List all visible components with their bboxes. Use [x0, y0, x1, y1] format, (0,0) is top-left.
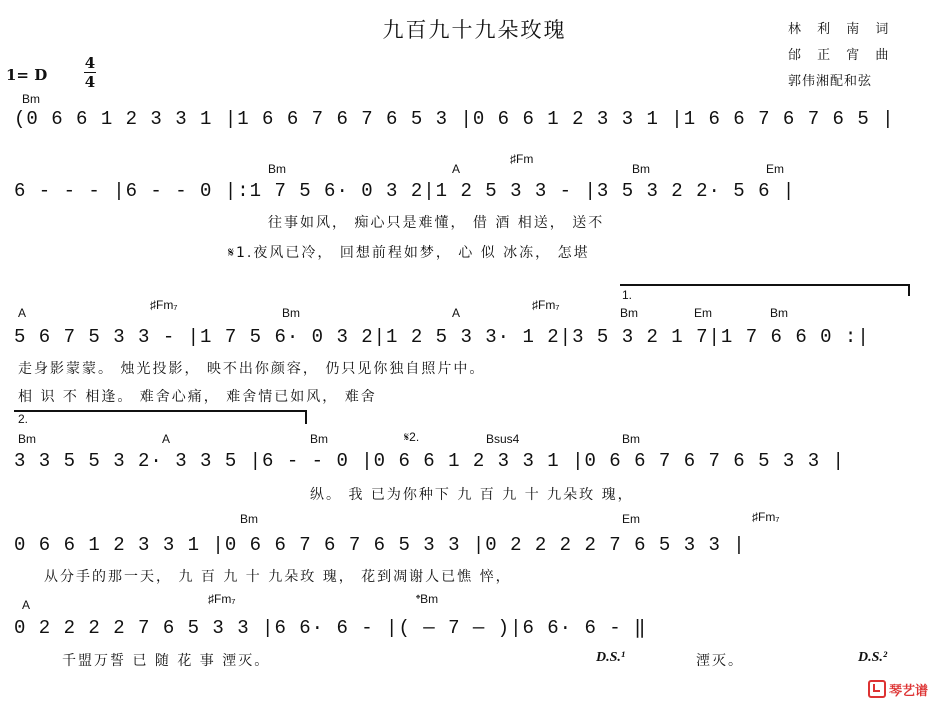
- notation-row-3: 5 6 7 5 3 3 - |1 7 5 6· 0 3 2|1 2 5 3 3· 1 2|3 5 3 2 1 7|1 7 6 6 0 :|: [14, 326, 870, 348]
- chord-label: A: [162, 432, 171, 446]
- song-title: 九百九十九朵玫瑰: [382, 18, 567, 42]
- chord-label: Em: [622, 512, 640, 526]
- chord-label: A: [452, 162, 461, 176]
- volta-label: 1.: [622, 288, 633, 302]
- notation-row-2: 6 - - - |6 - - 0 |:1 7 5 6· 0 3 2|1 2 5 3 3 - |3 5 3 2 2· 5 6 |: [14, 180, 796, 202]
- time-signature: [83, 54, 97, 91]
- watermark-text: 琴艺谱: [889, 684, 929, 699]
- lyric-line: 千盟万誓 已 随 花 事 湮灭。: [62, 653, 271, 669]
- volta-bracket-end: [908, 284, 910, 296]
- chord-label: ♯Fm₇: [532, 298, 560, 312]
- chord-label: Bm: [770, 306, 788, 320]
- notation-row-1: (0 6 6 1 2 3 3 1 |1 6 6 7 6 7 6 5 3 |0 6 6 1 2 3 3 1 |1 6 6 7 6 7 6 5 |: [14, 108, 895, 130]
- lyric-line: 相 识 不 相逢。 难舍心痛， 难舍情已如风， 难舍: [18, 389, 377, 405]
- chord-label: A: [452, 306, 461, 320]
- volta-label: 2.: [18, 412, 29, 426]
- chord-label: Bm: [240, 512, 258, 526]
- chord-label: Bsus4: [486, 432, 520, 446]
- watermark: [868, 680, 928, 699]
- lyric-line: 湮灭。: [696, 653, 744, 669]
- logo-icon: [868, 680, 886, 698]
- dal-segno-1: D.S.¹: [596, 650, 626, 665]
- time-top: 4: [84, 54, 96, 72]
- chord-label: Em: [694, 306, 712, 320]
- chord-label: Bm: [268, 162, 286, 176]
- chord-label: Bm: [22, 92, 40, 106]
- key-signature: 1= D: [6, 66, 48, 84]
- lyric-line: 走身影蒙蒙。 烛光投影， 映不出你颜容， 仍只见你独自照片中。: [18, 361, 486, 377]
- lyricist-credit: 林 利 南 词: [788, 22, 895, 37]
- chord-label: Em: [766, 162, 784, 176]
- volta-bracket-1: [620, 284, 910, 286]
- chord-label: Bm: [18, 432, 36, 446]
- segno-label: 𝄋2.: [404, 430, 420, 444]
- dal-segno-2: D.S.²: [858, 650, 888, 665]
- lyric-line: 𝄋1.夜风已冷， 回想前程如梦， 心 似 冰冻， 怎堪: [228, 245, 590, 261]
- chord-label: A: [18, 306, 27, 320]
- chord-label: Bm: [622, 432, 640, 446]
- lyric-line: 从分手的那一天， 九 百 九 十 九朵玫 瑰， 花到凋谢人已憔 悴，: [44, 569, 512, 585]
- volta-bracket-end: [305, 410, 307, 424]
- chord-label: Bm: [632, 162, 650, 176]
- lyric-line: 纵。 我 已为你种下 九 百 九 十 九朵玫 瑰，: [310, 487, 634, 503]
- chord-label: ♯Fm₇: [150, 298, 178, 312]
- chord-label: Bm: [282, 306, 300, 320]
- chord-label: Bm: [310, 432, 328, 446]
- notation-row-4: 3 3 5 5 3 2· 3 3 5 |6 - - 0 |0 6 6 1 2 3 3 1 |0 6 6 7 6 7 6 5 3 3 |: [14, 450, 845, 472]
- notation-row-6: 0 2 2 2 2 7 6 5 3 3 |6 6· 6 - |( — 7 — )|6 6· 6 - ‖: [14, 617, 647, 639]
- chord-label: ♯Fm₇: [752, 510, 780, 524]
- lyric-line: 往事如风， 痴心只是难懂， 借 酒 相送， 送不: [268, 215, 605, 231]
- composer-credit: 邰 正 宵 曲: [788, 48, 895, 63]
- chord-label: 𝄌Bm: [416, 592, 439, 606]
- chord-label: ♯Fm: [510, 152, 534, 166]
- chord-label: Bm: [620, 306, 638, 320]
- volta-bracket-2: [14, 410, 306, 412]
- chord-label: A: [22, 598, 31, 612]
- chord-label: ♯Fm₇: [208, 592, 236, 606]
- time-bottom: 4: [84, 73, 96, 91]
- notation-row-5: 0 6 6 1 2 3 3 1 |0 6 6 7 6 7 6 5 3 3 |0 2 2 2 2 7 6 5 3 3 |: [14, 534, 746, 556]
- arranger-credit: 郭伟湘配和弦: [788, 74, 873, 89]
